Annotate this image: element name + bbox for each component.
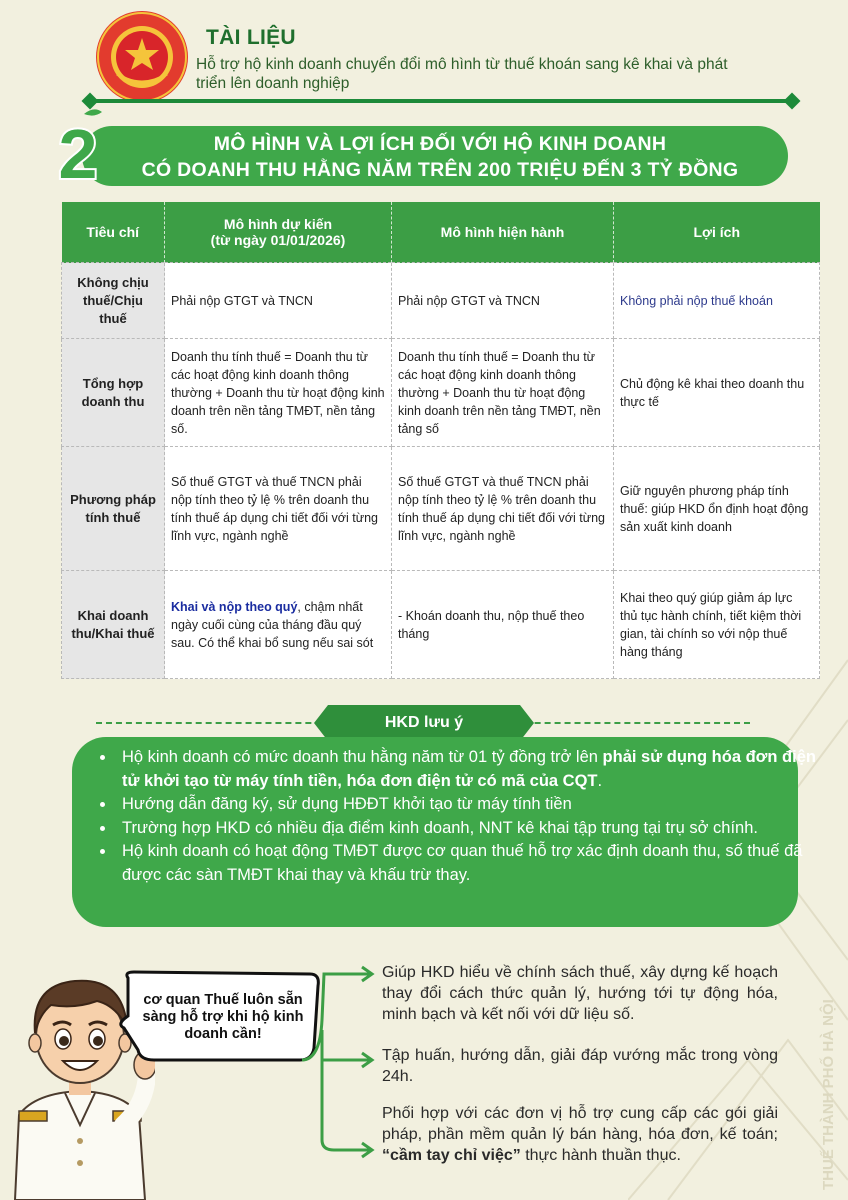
row-proposed: Phải nộp GTGT và TNCN (165, 263, 392, 339)
row-criterion: Khai doanh thu/Khai thuế (62, 571, 165, 679)
note-item (116, 817, 816, 841)
note-item (116, 746, 816, 793)
row-proposed (165, 571, 392, 679)
note-item-text: Trường hợp HKD có nhiều địa điểm kinh doanh, NNT kê khai tập trung tại trụ sở chính. (122, 818, 758, 837)
header-criterion: Tiêu chí (62, 202, 165, 263)
row-criterion: Tổng hợp doanh thu (62, 339, 165, 447)
support-point-3-after: thực hành thuần thục. (520, 1147, 681, 1164)
document-subtitle: Hỗ trợ hộ kinh doanh chuyển đổi mô hình từ thuế khoán sang kê khai và phát triển lên doanh nghiệp (196, 56, 728, 92)
note-item-text: Hộ kinh doanh có mức doanh thu hằng năm từ 01 tỷ đồng trở lên (122, 748, 603, 766)
row-proposed: Doanh thu tính thuế = Doanh thu từ các hoạt động kinh doanh thông thường + Doanh thu từ hoạt động kinh doanh trên nền tảng TMĐT, nền tảng số. (165, 339, 392, 447)
table-row (62, 571, 820, 679)
header-proposed-text: Mô hình dự kiến (từ ngày 01/01/2026) (210, 216, 346, 248)
note-item-bold: phải sử dụng hóa đơn điện tử khởi tạo từ máy tính tiền, hóa đơn điện tử có mã của CQT (122, 748, 816, 790)
note-item-text: Hướng dẫn đăng ký, sử dụng HĐĐT khởi tạo từ máy tính tiền (122, 795, 572, 813)
support-point-3-bold: “cầm tay chỉ việc” (382, 1147, 521, 1164)
row-benefit: Giữ nguyên phương pháp tính thuế: giúp HKD ổn định hoạt động sản xuất kinh doanh (614, 447, 820, 571)
proposed-rest: , chậm nhất ngày cuối cùng của tháng đầu quý sau. Có thể khai bổ sung nếu sai sót (171, 599, 374, 650)
note-item (116, 793, 816, 817)
row-criterion: Không chịu thuế/Chịu thuế (62, 263, 165, 339)
support-point-3 (382, 1103, 778, 1166)
note-tag: HKD lưu ý (328, 705, 520, 741)
header-benefit: Lợi ích (614, 202, 820, 263)
row-current: Phải nộp GTGT và TNCN (392, 263, 614, 339)
support-point-1: Giúp HKD hiểu về chính sách thuế, xây dựng kế hoạch thay đổi cách thức quản lý, hướng tới tự động hóa, minh bạch và kết nối với dữ liệu số. (382, 964, 778, 1023)
row-benefit: Khai theo quý giúp giảm áp lực thủ tục hành chính, tiết kiệm thời gian, tài chính so với nộp thuế hàng tháng (614, 571, 820, 679)
note-item-after: . (597, 771, 603, 790)
section-number-badge (48, 108, 108, 188)
section-title (100, 131, 780, 183)
note-item-text: Hộ kinh doanh có hoạt động TMĐT được cơ quan thuế hỗ trợ xác định doanh thu, số thuế đã được các sàn TMĐT khai thay và khấu trừ thay. (122, 842, 803, 884)
header-proposed-model (165, 202, 392, 263)
speech-bubble-text: cơ quan Thuế luôn sẵn sàng hỗ trợ khi hộ kinh doanh cần! (142, 992, 304, 1042)
proposed-highlight: Khai và nộp theo quý (171, 599, 298, 614)
document-label: TÀI LIỆU (206, 26, 296, 49)
table-row (62, 339, 820, 447)
row-current: Doanh thu tính thuế = Doanh thu từ các hoạt động kinh doanh thông thường + Doanh thu từ hoạt động kinh doanh trên nền tảng TMĐT, nền tảng số (392, 339, 614, 447)
branch-arrows (300, 960, 380, 1170)
note-list (86, 746, 816, 887)
row-current: Số thuế GTGT và thuế TNCN phải nộp tính theo tỷ lệ % trên doanh thu tính thuế áp dụng chi tiết đối với từng lĩnh vực, ngành nghề (392, 447, 614, 571)
divider-dot-right (784, 93, 801, 110)
row-benefit: Chủ động kê khai theo doanh thu thực tế (614, 339, 820, 447)
row-current: - Khoán doanh thu, nộp thuế theo tháng (392, 571, 614, 679)
tax-authority-logo (95, 10, 189, 104)
vertical-watermark (816, 930, 838, 1192)
section-number: 2 (58, 115, 98, 188)
row-proposed: Số thuế GTGT và thuế TNCN phải nộp tính theo tỷ lệ % trên doanh thu tính thuế áp dụng chi tiết đối với từng lĩnh vực, ngành nghề (165, 447, 392, 571)
table-row (62, 263, 820, 339)
watermark-text: THUẾ THÀNH PHỐ HÀ NỘI (820, 999, 837, 1190)
support-point-3-before: Phối hợp với các đơn vị hỗ trợ cung cấp các gói giải pháp, phần mềm quản lý bán hàng, hóa đơn, kế toán; (382, 1105, 778, 1143)
table-header-row (62, 202, 820, 263)
comparison-table (61, 202, 820, 679)
section-title-line1: MÔ HÌNH VÀ LỢI ÍCH ĐỐI VỚI HỘ KINH DOANH (213, 133, 667, 155)
table-row (62, 447, 820, 571)
support-point-2: Tập huấn, hướng dẫn, giải đáp vướng mắc trong vòng 24h. (382, 1047, 778, 1085)
row-benefit: Không phải nộp thuế khoán (614, 263, 820, 339)
header-divider (88, 99, 794, 103)
section-title-line2: CÓ DOANH THU HẰNG NĂM TRÊN 200 TRIỆU ĐẾN 3 TỶ ĐỒNG (141, 159, 739, 181)
note-item (116, 840, 816, 887)
row-criterion: Phương pháp tính thuế (62, 447, 165, 571)
header-current-model: Mô hình hiện hành (392, 202, 614, 263)
